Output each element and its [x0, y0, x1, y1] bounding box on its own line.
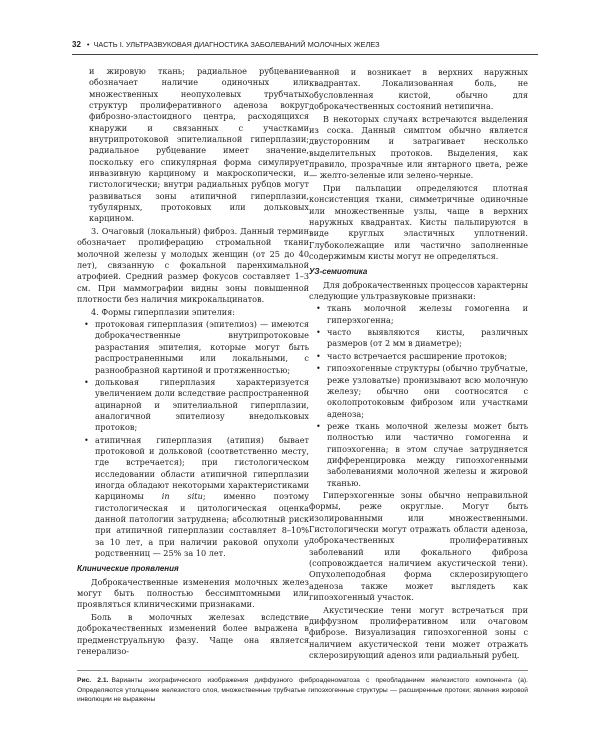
caption-label: Рис. 2.1. [77, 677, 109, 684]
left-column [77, 66, 309, 658]
paragraph: В некоторых случаях встречаются выделения из соска. Данный симптом обычно является двусторонним и затрагивает несколько выделительных протоков. Выделения, как правило, прозрачные или янтарного цвета, реже — желто-зеленые или зелено-черные. [309, 113, 528, 181]
list-item: • часто встречается расширение протоков; [316, 350, 508, 361]
paragraph: Для доброкачественных процессов характерны следующие ультразвуковые признаки: [309, 279, 528, 301]
paragraph: При пальпации определяются плотная консистенция ткани, симметричные одиночные или множественные узлы, чаще в верхних наружных квадрантах. Кисты пальпируются в виде круглых эластичных уплотнений. Глубоколежащие или частично заполненные содержимым кисты могут не определяться. [309, 182, 528, 261]
paragraph: Боль в молочных железах вследствие доброкачественных изменений более выражена в предменструальную фазу. Чаще она является генерализо- [77, 611, 309, 656]
section-heading: Клинические проявления [77, 564, 179, 574]
figure-caption [77, 676, 528, 705]
list-item: • ткань молочной железы гомогенна и гиперэхогенна; [316, 303, 528, 325]
section-heading: УЗ-семиотика [309, 267, 368, 277]
right-column [309, 67, 528, 662]
list-item: • дольковая гиперплазия характеризуется увеличением доли вследствие распространенной ацинарной и эпителиальной гиперплазии, аналогичной эпителиозу внедольковых протоков; [84, 376, 309, 433]
paragraph: Акустические тени могут встречаться при диффузном пролиферативном или очаговом фиброзе. Визуализация гипоэхогенной зоны с наличием акустической тени может отражать склерозирующий аденоз или радиальный рубец. [309, 604, 528, 660]
page-number: 32 [72, 40, 81, 49]
paragraph: Гиперэхогенные зоны обычно неправильной формы, реже округлые. Могут быть изолированными или множественными. Гистологически могут отражать области аденоза, доброкачественных пролиферативных заболеваний или фокального фиброза (сопровождается наличием акустической тени). Опухолеподобная форма склерозирующего аденоза также может выглядеть как гипоэхогенный участок. [309, 489, 528, 603]
header-rule [72, 54, 538, 55]
list-item: • атипичная гиперплазия (атипия) бывает протоковой и дольковой (соответственно месту, где встречается); при гистологическом исследовании области атипичной гиперплазии иногда обладают некоторыми характеристиками карциномы in situ; именно поэтому гистологическая и цитологическая оценка данной патологии затруднена; абсолютный риск при атипичной гиперплазии составляет 8–10% за 10 лет, а при наличии раковой опухоли у родственниц — 25% за 10 лет. [84, 434, 309, 558]
list-item: • протоковая гиперплазия (эпителиоз) — имеются доброкачественные внутрипротоковые разрастания эпителия, которые могут быть распространенными или локальными, с разнообразной картиной и протяженностью; [84, 319, 309, 375]
caption-rule [77, 670, 528, 671]
paragraph: 4. Формы гиперплазии эпителия: [91, 306, 236, 317]
header-separator: • [86, 40, 90, 49]
paragraph: ванной и возникает в верхних наружных квадрантах. Локализованная боль, не обусловленная кистой, обычно для доброкачественных состояний нетипична. [309, 67, 528, 112]
paragraph: Доброкачественные изменения молочных желез могут быть полностью бессимптомными или проявляться клиническими признаками. [77, 576, 309, 610]
paragraph: 3. Очаговый (локальный) фиброз. Данный термин обозначает пролиферацию стромальной ткани молочной железы у молодых женщин (от 25 до 40 лет), связанную с фокальной паренхимальной атрофией. Средний размер фокусов составляет 1–3 см. При маммографии видны зоны повышенной плотности без наличия микрокальцинатов. [77, 226, 309, 305]
list-item: • часто выявляются кисты, различных размеров (от 2 мм в диаметре); [316, 327, 528, 349]
running-title: ЧАСТЬ I. УЛЬТРАЗВУКОВАЯ ДИАГНОСТИКА ЗАБОЛЕВАНИЙ МОЛОЧНЫХ ЖЕЛЕЗ [93, 40, 380, 49]
paragraph: и жировую ткань; радиальное рубцевание обозначает наличие одиночных или множественных неопухолевых трубчатых структур пролиферативного аденоза вокруг фиброзно-эластоидного центра, расходящихся кнаружи и связанных с участками внутрипротоковой эпителиальной гиперплазии; радиальное рубцевание имеет значение, поскольку его спикулярная форма симулирует инвазивную карциному и макроскопически, и гистологически; внутри радиальных рубцов могут развиваться зоны атипичной гиперплазии, тубулярных, протоковых или дольковых карцином. [89, 66, 309, 224]
list-item: • гипоэхогенные структуры (обычно трубчатые, реже узловатые) пронизывают всю молочную железу; обычно они соотносятся с околопротоковым фиброзом или участками аденоза; [316, 363, 529, 419]
caption-text: Варианты эхографического изображения диффузного фиброаденоматоза с преобладанием железистого компонента (а). Определяются утолщение железистого слоя, множественные трубчатые гипоэхогенные структуры — расширенные протоки; явления жировой инволюции не выражены [77, 677, 528, 704]
list-item: • реже ткань молочной железы может быть полностью или частично гомогенна и гипоэхогенна; в этом случае затрудняется дифференцировка между гипоэхогенными заболеваниями молочной железы и жировой тканью. [316, 420, 528, 488]
running-header [72, 38, 538, 52]
